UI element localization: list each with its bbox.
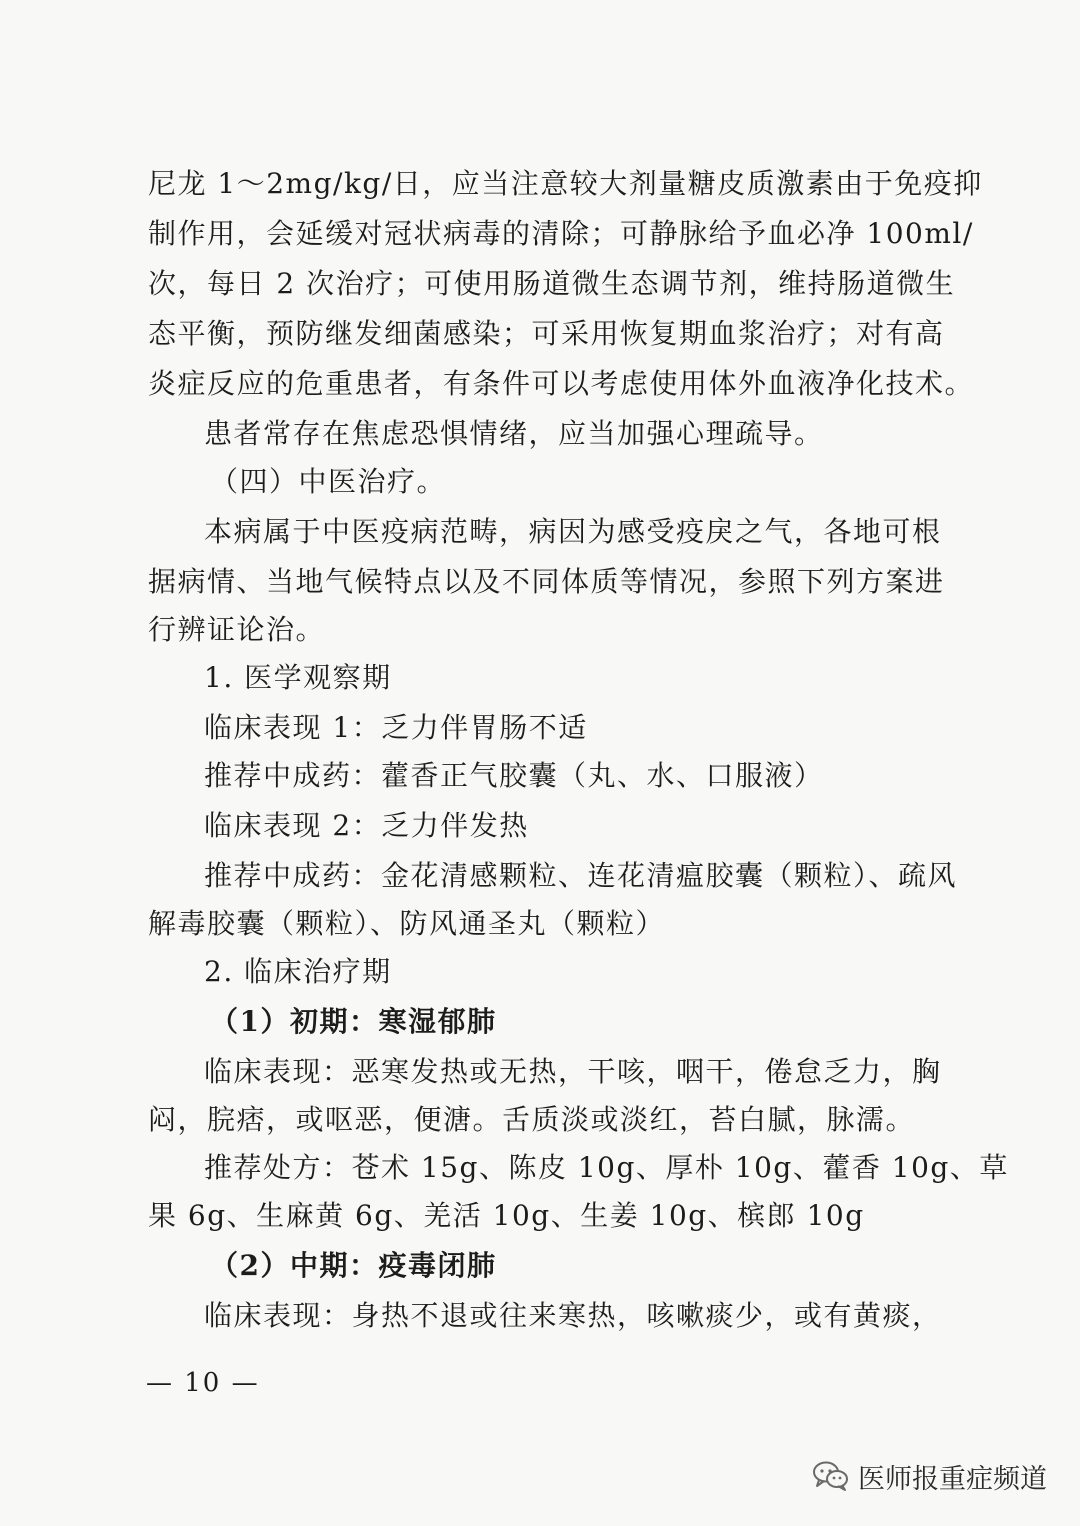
text-line: 次，每日 2 次治疗；可使用肠道微生态调节剂，维持肠道微生	[148, 267, 956, 300]
text-line: 推荐中成药：藿香正气胶囊（丸、水、口服液）	[204, 759, 824, 792]
text-line: 临床表现：身热不退或往来寒热，咳嗽痰少，或有黄痰，	[204, 1299, 942, 1332]
text-line: 本病属于中医疫病范畴，病因为感受疫戾之气，各地可根	[204, 515, 942, 548]
text-line: 制作用，会延缓对冠状病毒的清除；可静脉给予血必净 100ml/	[148, 217, 974, 250]
section-heading: （四）中医治疗。	[210, 465, 447, 498]
page-number: — 10 —	[146, 1368, 260, 1398]
text-line: 尼龙 1～2mg/kg/日，应当注意较大剂量糖皮质激素由于免疫抑	[148, 167, 983, 200]
subsection-heading: 2. 临床治疗期	[204, 955, 392, 988]
text-line: 行辨证论治。	[148, 613, 326, 646]
watermark	[812, 1454, 1047, 1498]
text-line: 患者常存在焦虑恐惧情绪，应当加强心理疏导。	[204, 417, 824, 450]
text-line: 推荐中成药：金花清感颗粒、连花清瘟胶囊（颗粒）、疏风	[204, 859, 958, 892]
text-line: 推荐处方：苍术 15g、陈皮 10g、厚朴 10g、藿香 10g、草	[204, 1151, 1009, 1184]
stage-heading: （2）中期：疫毒闭肺	[210, 1249, 497, 1282]
text-line: 临床表现 1：乏力伴胃肠不适	[204, 711, 588, 744]
text-line: 态平衡，预防继发细菌感染；可采用恢复期血浆治疗；对有高	[148, 317, 945, 350]
text-line: 据病情、当地气候特点以及不同体质等情况，参照下列方案进	[148, 565, 945, 598]
wechat-icon	[812, 1460, 850, 1492]
watermark-text: 医师报重症频道	[858, 1463, 1047, 1495]
text-line: 解毒胶囊（颗粒）、防风通圣丸（颗粒）	[148, 907, 666, 940]
text-line: 临床表现：恶寒发热或无热，干咳，咽干，倦怠乏力，胸	[204, 1055, 942, 1088]
text-line: 果 6g、生麻黄 6g、羌活 10g、生姜 10g、槟郎 10g	[148, 1199, 865, 1232]
text-line: 临床表现 2：乏力伴发热	[204, 809, 529, 842]
text-line: 炎症反应的危重患者，有条件可以考虑使用体外血液净化技术。	[148, 367, 975, 400]
stage-heading: （1）初期：寒湿郁肺	[210, 1005, 497, 1038]
subsection-heading: 1. 医学观察期	[204, 661, 392, 694]
text-line: 闷，脘痞，或呕恶，便溏。舌质淡或淡红，苔白腻，脉濡。	[148, 1103, 916, 1136]
